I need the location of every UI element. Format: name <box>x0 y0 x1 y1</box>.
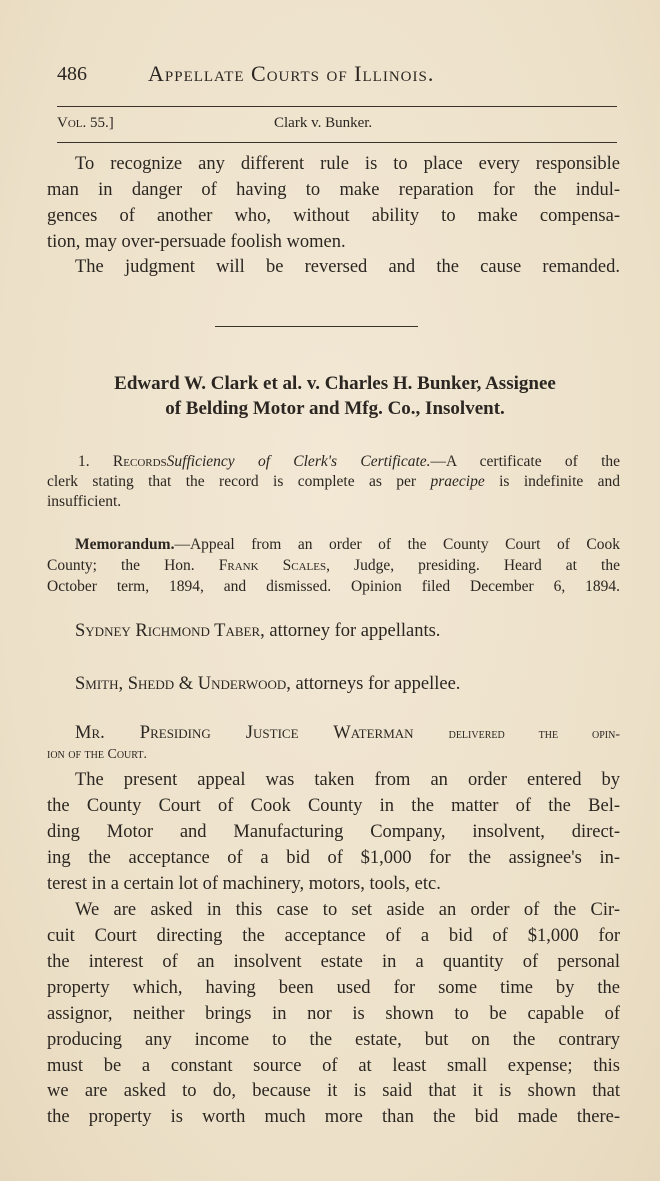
text-line: assignor, neither brings in nor is shown to be capable of <box>47 1004 620 1024</box>
text-line: The judgment will be reversed and the cause remanded. <box>75 257 620 277</box>
text-line: cuit Court directing the acceptance of a bid of $1,000 for <box>47 926 620 946</box>
running-title: Appellate Courts of Illinois. <box>148 61 435 86</box>
attorney-name: Smith, Shedd & Underwood, <box>75 674 291 694</box>
headnote-subtopic: Sufficiency of Clerk's Certificate. <box>166 453 431 470</box>
judge-name: Frank Scales, <box>218 557 330 574</box>
attorney-name: Sydney Richmond Taber, <box>75 621 265 641</box>
attorney-role: attorney for appellants. <box>269 621 441 641</box>
text-line: tion, may over-persuade foolish women. <box>47 232 346 252</box>
headnote-italic: praecipe <box>430 473 485 490</box>
case-short-title: Clark v. Bunker. <box>274 115 373 131</box>
opinion-intro <box>75 721 620 745</box>
opinion-intro-line: ion of the Court. <box>47 747 147 762</box>
appellants-attorney <box>75 619 648 643</box>
text-line: man in danger of having to make reparation for the indul- <box>47 180 620 200</box>
memorandum-line: October term, 1894, and dismissed. Opinion filed December 6, 1894. <box>47 578 620 595</box>
text-line: gences of another who, without ability to make compensa- <box>47 206 620 226</box>
text-line: the County Court of Cook County in the matter of the Bel- <box>47 796 620 816</box>
text-line: terest in a certain lot of machinery, motors, tools, etc. <box>47 874 441 894</box>
text-line: ing the acceptance of a bid of $1,000 for the assignee's in- <box>47 848 620 868</box>
text-line: To recognize any different rule is to place every responsible <box>75 154 620 174</box>
memorandum-text: Judge, presiding. Heard at the <box>354 557 620 574</box>
headnote-text: —A certificate of the <box>430 453 620 470</box>
text-line: property which, having been used for some time by the <box>47 978 620 998</box>
text-line: ding Motor and Manufacturing Company, insolvent, direct- <box>47 822 620 842</box>
memorandum-text: —Appeal from an order of the County Court of Cook <box>174 536 620 553</box>
memorandum <box>75 535 620 555</box>
headnote-line <box>47 472 620 492</box>
appellee-attorneys <box>75 672 648 696</box>
memorandum-line <box>47 556 620 576</box>
headnote <box>78 452 620 472</box>
text-line: producing any income to the estate, but on the contrary <box>47 1030 620 1050</box>
memorandum-label: Memorandum. <box>75 536 175 553</box>
headnote-text: clerk stating that the record is complete as per <box>47 473 417 490</box>
header-rule-lower <box>57 142 617 143</box>
text-line: The present appeal was taken from an order entered by <box>75 770 620 790</box>
case-title: Edward W. Clark et al. v. Charles H. Bunker, Assignee <box>114 373 556 394</box>
headnote-number: 1. <box>78 453 90 470</box>
opinion-intro-text: delivered the opin- <box>448 727 620 742</box>
case-title: of Belding Motor and Mfg. Co., Insolvent. <box>165 398 505 419</box>
text-line: we are asked to do, because it is said that it is shown that <box>47 1081 620 1101</box>
headnote-topic: Records <box>112 453 167 470</box>
text-line: the property is worth much more than the bid made there- <box>47 1107 620 1127</box>
justice-name: Mr. Presiding Justice Waterman <box>75 723 414 743</box>
headnote-text: is indefinite and <box>499 473 620 490</box>
section-divider <box>215 326 418 327</box>
text-line: We are asked in this case to set aside an order of the Cir- <box>75 900 620 920</box>
memorandum-text: County; the Hon. <box>47 557 195 574</box>
text-line: must be a constant source of at least small expense; this <box>47 1056 620 1076</box>
header-rule <box>57 106 617 107</box>
attorney-role: attorneys for appellee. <box>295 674 461 694</box>
volume-label: Vol. 55.] <box>57 115 114 131</box>
page-number: 486 <box>57 63 87 85</box>
text-line: the interest of an insolvent estate in a quantity of personal <box>47 952 620 972</box>
headnote-line: insufficient. <box>47 493 122 510</box>
